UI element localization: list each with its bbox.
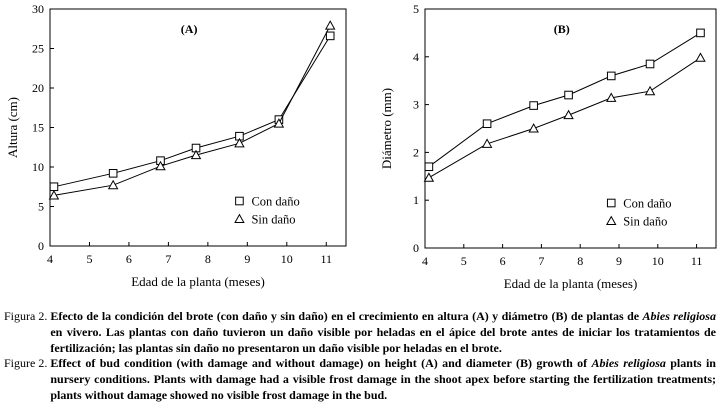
data-point <box>483 139 492 147</box>
plot-frame-a <box>50 9 346 246</box>
y-axis-label: Diámetro (mm) <box>379 87 394 170</box>
data-point <box>326 32 334 40</box>
x-tick-label: 7 <box>165 252 172 266</box>
y-tick-label: 4 <box>413 49 419 64</box>
panel-label: (A) <box>180 22 198 36</box>
y-tick-label: 1 <box>413 193 419 208</box>
x-tick-label: 10 <box>280 252 293 266</box>
x-tick-label: 5 <box>460 254 467 268</box>
x-tick-label: 7 <box>538 254 545 268</box>
legend-entry: Sin daño <box>251 212 296 227</box>
y-tick-label: 20 <box>32 81 44 95</box>
legend-entry: Con daño <box>623 196 672 211</box>
legend-b <box>607 197 672 229</box>
data-point <box>424 173 433 181</box>
y-tick-label: 5 <box>38 199 44 214</box>
series-line <box>429 33 701 167</box>
y-tick-label: 3 <box>413 97 419 112</box>
series-sin-dano-a <box>50 21 335 199</box>
legend-entry: Sin daño <box>623 214 668 229</box>
x-axis-label: Edad de la planta (meses) <box>503 276 638 291</box>
chart-b <box>379 2 716 291</box>
chart-a <box>5 2 346 289</box>
data-point <box>530 102 538 110</box>
caption-en-label: Figure 2. <box>4 356 48 371</box>
caption-en-text: Effect of bud condition (with damage and without damage) on height (A) and diameter (B) growth of Abies religiosa plants in nursery conditions. Plants with damage had a visible frost damage in the shoot apex before starting the fertilization treatments; plants without damage showed no visible frost damage in the bud. <box>50 356 716 402</box>
x-tick-label: 6 <box>125 252 132 266</box>
y-tick-label: 2 <box>413 145 419 160</box>
legend-entry: Con daño <box>251 194 300 209</box>
y-tick-label: 10 <box>32 160 44 174</box>
caption-es-label: Figura 2. <box>4 309 48 323</box>
x-tick-label: 9 <box>616 254 622 268</box>
data-point <box>607 72 615 80</box>
legend-a <box>235 195 300 227</box>
series-con-dano-a <box>50 32 334 190</box>
data-point <box>326 21 335 29</box>
x-tick-label: 4 <box>47 252 53 266</box>
x-tick-label: 6 <box>499 254 506 268</box>
figure-captions <box>4 309 716 404</box>
data-point <box>646 87 655 95</box>
y-axis-label: Altura (cm) <box>5 96 20 159</box>
data-point <box>697 29 705 37</box>
x-tick-label: 8 <box>204 252 211 266</box>
data-point <box>646 60 654 68</box>
data-point <box>564 111 573 119</box>
caption-en <box>4 356 716 403</box>
data-point <box>529 124 538 132</box>
caption-es-text: Efecto de la condición del brote (con daño y sin daño) en el crecimiento en altura (A) y diámetro (B) de plantas de Abies religiosa en vivero. Las plantas con daño tuvieron un daño visible por heladas en el ápice del brote antes de iniciar los tratamientos de fertilización; las plantas sin daño no presentaron un daño visible por heladas en el brote. <box>50 309 716 355</box>
y-tick-label: 5 <box>413 2 419 16</box>
y-tick-label: 0 <box>413 241 419 255</box>
y-tick-label: 30 <box>32 2 44 16</box>
legend-marker <box>236 197 244 205</box>
x-axis-label: Edad de la planta (meses) <box>131 274 265 289</box>
panel-label: (B) <box>553 22 570 36</box>
legend-marker <box>607 217 616 225</box>
x-tick-label: 8 <box>577 254 584 268</box>
legend-marker <box>607 199 615 207</box>
x-tick-label: 11 <box>690 254 703 268</box>
caption-es <box>4 309 716 356</box>
data-point <box>109 181 118 189</box>
series-line <box>54 36 330 187</box>
y-tick-label: 0 <box>38 239 44 253</box>
series-line <box>54 26 330 196</box>
data-point <box>483 120 491 128</box>
data-point <box>50 183 58 191</box>
x-tick-label: 11 <box>320 252 333 266</box>
data-point <box>425 163 433 171</box>
data-point <box>109 170 117 178</box>
data-point <box>696 53 705 61</box>
data-point <box>565 91 573 99</box>
legend-marker <box>235 215 244 223</box>
y-tick-label: 15 <box>32 120 44 135</box>
x-tick-label: 10 <box>651 254 664 268</box>
plot-frame-b <box>425 9 716 248</box>
series-sin-dano-b <box>424 53 704 181</box>
x-tick-label: 5 <box>86 252 93 266</box>
x-tick-label: 4 <box>422 254 428 268</box>
series-con-dano-b <box>425 29 704 170</box>
x-tick-label: 9 <box>244 252 251 266</box>
y-tick-label: 25 <box>32 41 44 56</box>
